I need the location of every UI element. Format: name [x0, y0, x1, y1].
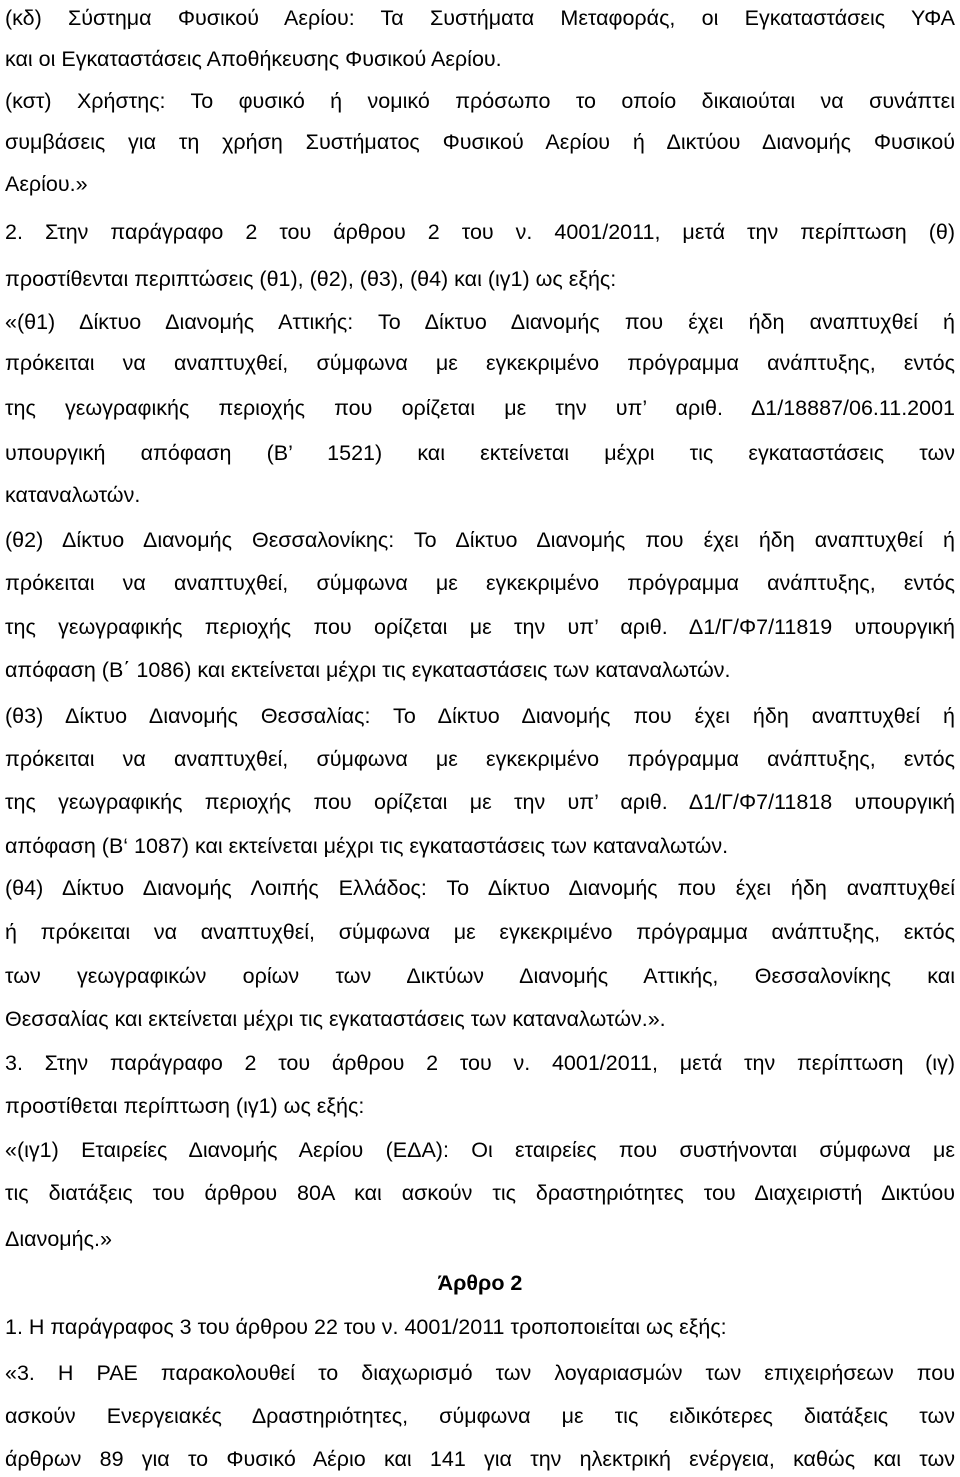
article-heading: Άρθρο 2: [437, 1271, 523, 1295]
text-line: «(ιγ1) Εταιρείες Διανομής Αερίου (ΕΔΑ): Οι εταιρείες που συστήνονται σύμφωνα με: [5, 1138, 955, 1162]
text-line: απόφαση (Β‘ 1087) και εκτείνεται μέχρι τις εγκαταστάσεις των καταναλωτών.: [5, 834, 729, 858]
text-line: πρόκειται να αναπτυχθεί, σύμφωνα με εγκεκριμένο πρόγραμμα ανάπτυξης, εντός: [5, 351, 955, 375]
text-line: της γεωγραφικής περιοχής που ορίζεται με την υπ’ αριθ. Δ1/Γ/Φ7/11818 υπουργική: [5, 790, 955, 814]
text-line: (κδ) Σύστημα Φυσικού Αερίου: Τα Συστήματα Μεταφοράς, οι Εγκαταστάσεις ΥΦΑ: [5, 6, 955, 30]
text-line: προστίθενται περιπτώσεις (θ1), (θ2), (θ3), (θ4) και (ιγ1) ως εξής:: [5, 267, 617, 291]
text-line: ασκούν Ενεργειακές Δραστηριότητες, σύμφωνα με τις ειδικότερες διατάξεις των: [5, 1404, 955, 1428]
text-line: καταναλωτών.: [5, 483, 141, 507]
text-line: πρόκειται να αναπτυχθεί, σύμφωνα με εγκεκριμένο πρόγραμμα ανάπτυξης, εντός: [5, 571, 955, 595]
text-line: (θ3) Δίκτυο Διανομής Θεσσαλίας: Το Δίκτυο Διανομής που έχει ήδη αναπτυχθεί ή: [5, 704, 955, 728]
text-line: και οι Εγκαταστάσεις Αποθήκευσης Φυσικού Αερίου.: [5, 47, 502, 71]
text-line: (θ2) Δίκτυο Διανομής Θεσσαλονίκης: Το Δίκτυο Διανομής που έχει ήδη αναπτυχθεί ή: [5, 528, 955, 552]
text-line: (θ4) Δίκτυο Διανομής Λοιπής Ελλάδος: Το Δίκτυο Διανομής που έχει ήδη αναπτυχθεί: [5, 876, 955, 900]
text-line: ή πρόκειται να αναπτυχθεί, σύμφωνα με εγκεκριμένο πρόγραμμα ανάπτυξης, εκτός: [5, 920, 955, 944]
text-line: 1. Η παράγραφος 3 του άρθρου 22 του ν. 4001/2011 τροποποιείται ως εξής:: [5, 1315, 727, 1339]
text-line: των γεωγραφικών ορίων των Δικτύων Διανομής Αττικής, Θεσσαλονίκης και: [5, 964, 955, 988]
text-line: άρθρων 89 για το Φυσικό Αέριο και 141 για την ηλεκτρική ενέργεια, καθώς και των: [5, 1447, 955, 1471]
text-line: «(θ1) Δίκτυο Διανομής Αττικής: Το Δίκτυο Διανομής που έχει ήδη αναπτυχθεί ή: [5, 310, 955, 334]
text-line: της γεωγραφικής περιοχής που ορίζεται με την υπ’ αριθ. Δ1/Γ/Φ7/11819 υπουργική: [5, 615, 955, 639]
text-line: τις διατάξεις του άρθρου 80Α και ασκούν τις δραστηριότητες του Διαχειριστή Δικτύου: [5, 1181, 955, 1205]
text-line: πρόκειται να αναπτυχθεί, σύμφωνα με εγκεκριμένο πρόγραμμα ανάπτυξης, εντός: [5, 747, 955, 771]
text-line: Θεσσαλίας και εκτείνεται μέχρι τις εγκαταστάσεις των καταναλωτών.».: [5, 1007, 666, 1031]
text-line: 2. Στην παράγραφο 2 του άρθρου 2 του ν. 4001/2011, μετά την περίπτωση (θ): [5, 220, 955, 244]
text-line: Αερίου.»: [5, 172, 88, 196]
text-line: (κστ) Χρήστης: Το φυσικό ή νομικό πρόσωπο το οποίο δικαιούται να συνάπτει: [5, 89, 955, 113]
text-line: της γεωγραφικής περιοχής που ορίζεται με την υπ’ αριθ. Δ1/18887/06.11.2001: [5, 396, 955, 420]
text-line: υπουργική απόφαση (Β’ 1521) και εκτείνεται μέχρι τις εγκαταστάσεις των: [5, 441, 955, 465]
text-line: Διανομής.»: [5, 1227, 112, 1251]
text-line: «3. Η ΡΑΕ παρακολουθεί το διαχωρισμό των λογαριασμών των επιχειρήσεων που: [5, 1361, 955, 1385]
text-line: 3. Στην παράγραφο 2 του άρθρου 2 του ν. 4001/2011, μετά την περίπτωση (ιγ): [5, 1051, 955, 1075]
text-line: συμβάσεις για τη χρήση Συστήματος Φυσικού Αερίου ή Δικτύου Διανομής Φυσικού: [5, 130, 955, 154]
text-line: προστίθεται περίπτωση (ιγ1) ως εξής:: [5, 1094, 365, 1118]
text-line: απόφαση (Β΄ 1086) και εκτείνεται μέχρι τις εγκαταστάσεις των καταναλωτών.: [5, 658, 731, 682]
